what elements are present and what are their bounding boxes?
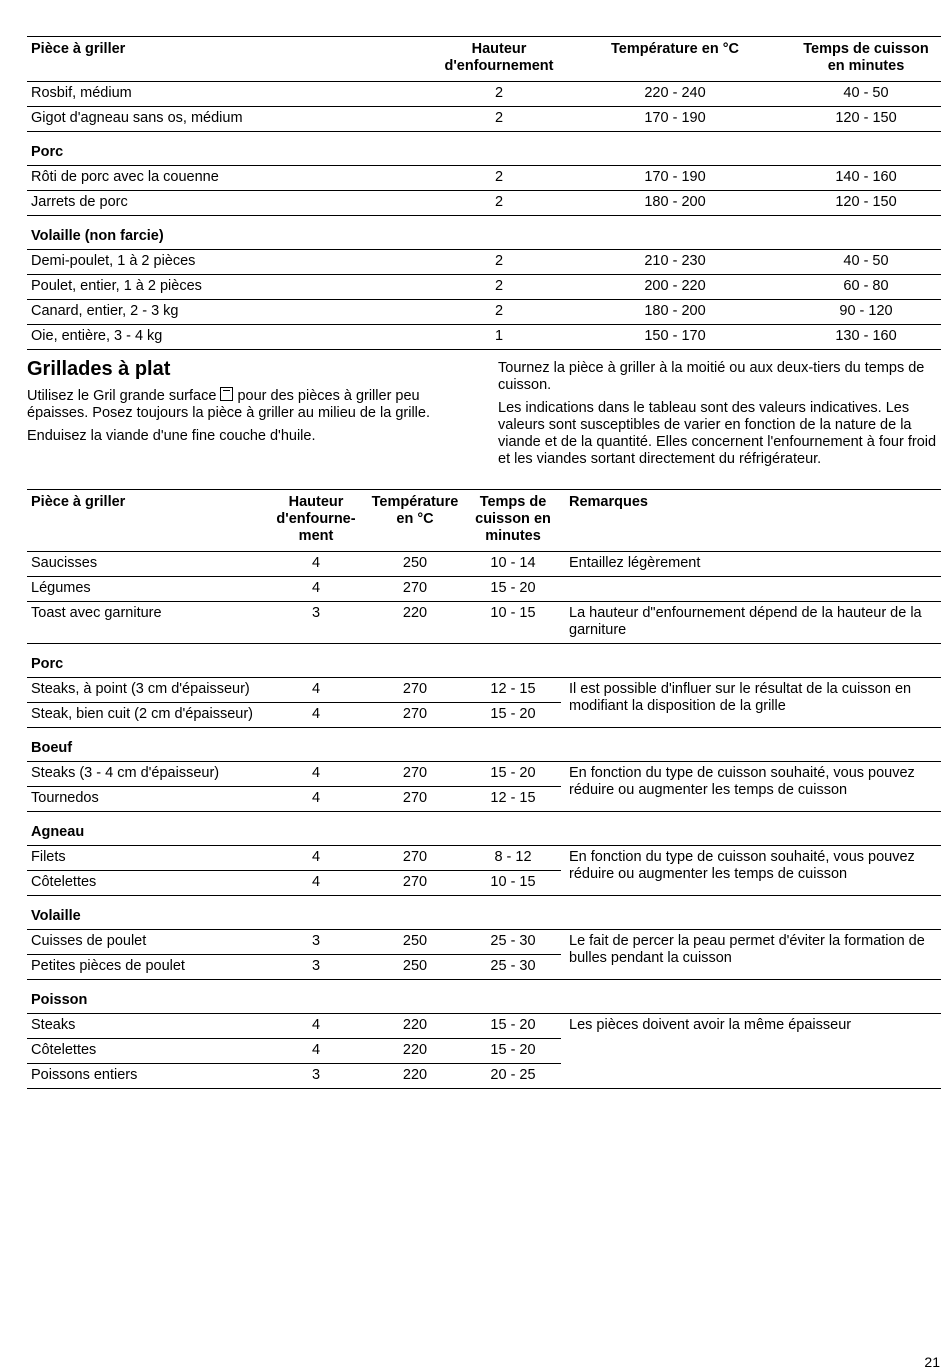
table-row <box>27 762 941 787</box>
cell: 220 <box>365 1014 465 1039</box>
cell: 2 <box>494 194 504 210</box>
intro-paragraph: Les indications dans le tableau sont des valeurs indicatives. Les valeurs sont susceptibles de varier en fonction de la nature de la viande et de la quantité. Elles concernent l'enfournement à four froid et les viandes sortant directement du réfrigérateur. <box>498 400 937 467</box>
cell: 180 - 200 <box>644 194 706 210</box>
section-row <box>27 812 941 846</box>
cell: 270 <box>365 871 465 896</box>
cell: 25 - 30 <box>465 955 561 980</box>
section-title: Grillades à plat <box>27 358 171 380</box>
table-row <box>27 300 941 325</box>
table-row <box>27 250 941 275</box>
cell: 120 - 150 <box>835 194 897 210</box>
cell: 15 - 20 <box>465 1014 561 1039</box>
table-row <box>27 602 941 644</box>
cell: Filets <box>27 846 267 871</box>
column-header: Pièce à griller <box>31 494 126 510</box>
cell: 2 <box>494 85 504 101</box>
table-header-row <box>27 37 941 82</box>
column-header: Remarques <box>569 494 648 510</box>
cell: 200 - 220 <box>644 278 706 294</box>
table-row <box>27 325 941 350</box>
cell: 3 <box>267 1064 365 1089</box>
section-label: Volaille <box>27 896 941 930</box>
cell: 4 <box>267 1014 365 1039</box>
section-row <box>27 896 941 930</box>
cell: 15 - 20 <box>465 703 561 728</box>
cell: 90 - 120 <box>839 303 893 319</box>
intro-paragraph: Tournez la pièce à griller à la moitié ou aux deux-tiers du temps de cuisson. <box>498 360 925 393</box>
cell: 15 - 20 <box>465 762 561 787</box>
cell: Cuisses de poulet <box>27 930 267 955</box>
cell: 4 <box>267 678 365 703</box>
cell: 15 - 20 <box>490 580 536 596</box>
cell: 220 <box>365 1039 465 1064</box>
cell: 180 - 200 <box>644 303 706 319</box>
cell: Steak, bien cuit (2 cm d'épaisseur) <box>27 703 267 728</box>
intro-right-column <box>498 360 940 474</box>
column-header: Température en °C <box>371 494 459 527</box>
cell: 1 <box>494 328 504 344</box>
cell: Tournedos <box>27 787 267 812</box>
cell: Oie, entière, 3 - 4 kg <box>31 328 163 344</box>
cell: 270 <box>365 787 465 812</box>
remark-cell: Le fait de percer la peau permet d'éviter la formation de bulles pendant la cuisson <box>561 930 941 980</box>
cell: 12 - 15 <box>465 678 561 703</box>
cell: Jarrets de porc <box>31 194 128 210</box>
cell: Rosbif, médium <box>31 85 132 101</box>
remark-cell: Entaillez légèrement <box>569 555 701 571</box>
cell: 40 - 50 <box>843 253 889 269</box>
cell: 60 - 80 <box>843 278 889 294</box>
roasting-table <box>27 36 941 350</box>
cell: 130 - 160 <box>835 328 897 344</box>
cell: 3 <box>311 605 321 621</box>
remark-cell: La hauteur d"enfournement dépend de la hauteur de la garniture <box>569 605 922 638</box>
cell: 250 <box>365 930 465 955</box>
table-row <box>27 846 941 871</box>
cell: 220 <box>402 605 428 621</box>
text: Utilisez le Gril grande surface <box>27 388 221 404</box>
remark-cell: En fonction du type de cuisson souhaité, vous pouvez réduire ou augmenter les temps de cuisson <box>561 846 941 896</box>
table-row <box>27 1014 941 1039</box>
section-label: Volaille (non farcie) <box>27 216 941 250</box>
column-header: Temps de cuisson en minutes <box>475 494 551 544</box>
cell: 8 - 12 <box>465 846 561 871</box>
remark-cell: En fonction du type de cuisson souhaité, vous pouvez réduire ou augmenter les temps de cuisson <box>561 762 941 812</box>
section-label: Porc <box>27 132 941 166</box>
column-header: Pièce à griller <box>31 41 126 57</box>
cell: 2 <box>494 278 504 294</box>
cell: 2 <box>494 253 504 269</box>
intro-paragraph <box>27 387 477 422</box>
column-header: Temps de cuisson en minutes <box>803 41 929 74</box>
cell: Steaks <box>27 1014 267 1039</box>
cell: 250 <box>365 955 465 980</box>
section-label: Agneau <box>27 812 941 846</box>
table-row <box>27 191 941 216</box>
cell: 120 - 150 <box>835 110 897 126</box>
grilling-table <box>27 489 941 1089</box>
section-row <box>27 132 941 166</box>
cell: 170 - 190 <box>644 110 706 126</box>
cell: 150 - 170 <box>644 328 706 344</box>
cell: 10 - 15 <box>465 871 561 896</box>
cell: 25 - 30 <box>465 930 561 955</box>
cell: 270 <box>365 678 465 703</box>
cell: 4 <box>267 1039 365 1064</box>
section-row <box>27 644 941 678</box>
section-label: Poisson <box>27 980 941 1014</box>
cell: Poulet, entier, 1 à 2 pièces <box>31 278 202 294</box>
cell: 270 <box>365 703 465 728</box>
cell: 220 - 240 <box>644 85 706 101</box>
remark-cell: Il est possible d'influer sur le résultat de la cuisson en modifiant la disposition de la grille <box>561 678 941 728</box>
cell: Steaks (3 - 4 cm d'épaisseur) <box>27 762 267 787</box>
cell: 10 - 14 <box>490 555 536 571</box>
intro-paragraph: Enduisez la viande d'une fine couche d'huile. <box>27 428 316 444</box>
cell: 250 <box>402 555 428 571</box>
cell: Poissons entiers <box>27 1064 267 1089</box>
cell: 3 <box>267 955 365 980</box>
text: pour des pièces à griller peu épaisses. Posez toujours la pièce à griller au milieu de la grille. <box>27 388 430 421</box>
cell: Toast avec garniture <box>31 605 162 621</box>
cell: Gigot d'agneau sans os, médium <box>31 110 243 126</box>
table-row <box>27 166 941 191</box>
remark-cell: Les pièces doivent avoir la même épaisseur <box>561 1014 941 1089</box>
table-row <box>27 678 941 703</box>
cell: 210 - 230 <box>644 253 706 269</box>
cell: Saucisses <box>31 555 98 571</box>
cell: 12 - 15 <box>465 787 561 812</box>
cell: Légumes <box>31 580 91 596</box>
table-row <box>27 107 941 132</box>
intro-left-column <box>27 387 477 451</box>
cell: 4 <box>267 871 365 896</box>
cell: Côtelettes <box>27 1039 267 1064</box>
cell: 220 <box>365 1064 465 1089</box>
section-row <box>27 980 941 1014</box>
table-row <box>27 82 941 107</box>
cell: 4 <box>267 787 365 812</box>
table-row <box>27 577 941 602</box>
cell: 15 - 20 <box>465 1039 561 1064</box>
section-row <box>27 216 941 250</box>
cell: Côtelettes <box>27 871 267 896</box>
cell: 270 <box>365 846 465 871</box>
table-body <box>27 82 941 350</box>
column-header: Température en °C <box>610 41 739 57</box>
cell: 4 <box>311 580 321 596</box>
cell: 2 <box>494 303 504 319</box>
cell: 4 <box>267 703 365 728</box>
table-row <box>27 930 941 955</box>
section-label: Porc <box>27 644 941 678</box>
cell: 4 <box>267 762 365 787</box>
cell: 270 <box>402 580 428 596</box>
table-header-row <box>27 490 941 552</box>
column-header: Hauteur d'enfourne-ment <box>276 494 356 544</box>
cell: 20 - 25 <box>465 1064 561 1089</box>
page-number: 21 <box>924 1354 940 1370</box>
cell: 3 <box>267 930 365 955</box>
cell: Demi-poulet, 1 à 2 pièces <box>31 253 196 269</box>
cell: Canard, entier, 2 - 3 kg <box>31 303 179 319</box>
cell: 2 <box>494 110 504 126</box>
table-row <box>27 552 941 577</box>
cell: Rôti de porc avec la couenne <box>31 169 219 185</box>
cell: Steaks, à point (3 cm d'épaisseur) <box>27 678 267 703</box>
column-header: Hauteur d'enfournement <box>444 41 554 74</box>
section-row <box>27 728 941 762</box>
cell: 170 - 190 <box>644 169 706 185</box>
cell: 10 - 15 <box>490 605 536 621</box>
oven-grill-icon <box>220 387 233 401</box>
cell: Petites pièces de poulet <box>27 955 267 980</box>
cell: 2 <box>494 169 504 185</box>
cell: 4 <box>311 555 321 571</box>
cell: 270 <box>365 762 465 787</box>
cell: 4 <box>267 846 365 871</box>
cell: 140 - 160 <box>835 169 897 185</box>
remark-cell <box>561 577 941 602</box>
section-label: Boeuf <box>27 728 941 762</box>
table-row <box>27 275 941 300</box>
cell: 40 - 50 <box>843 85 889 101</box>
